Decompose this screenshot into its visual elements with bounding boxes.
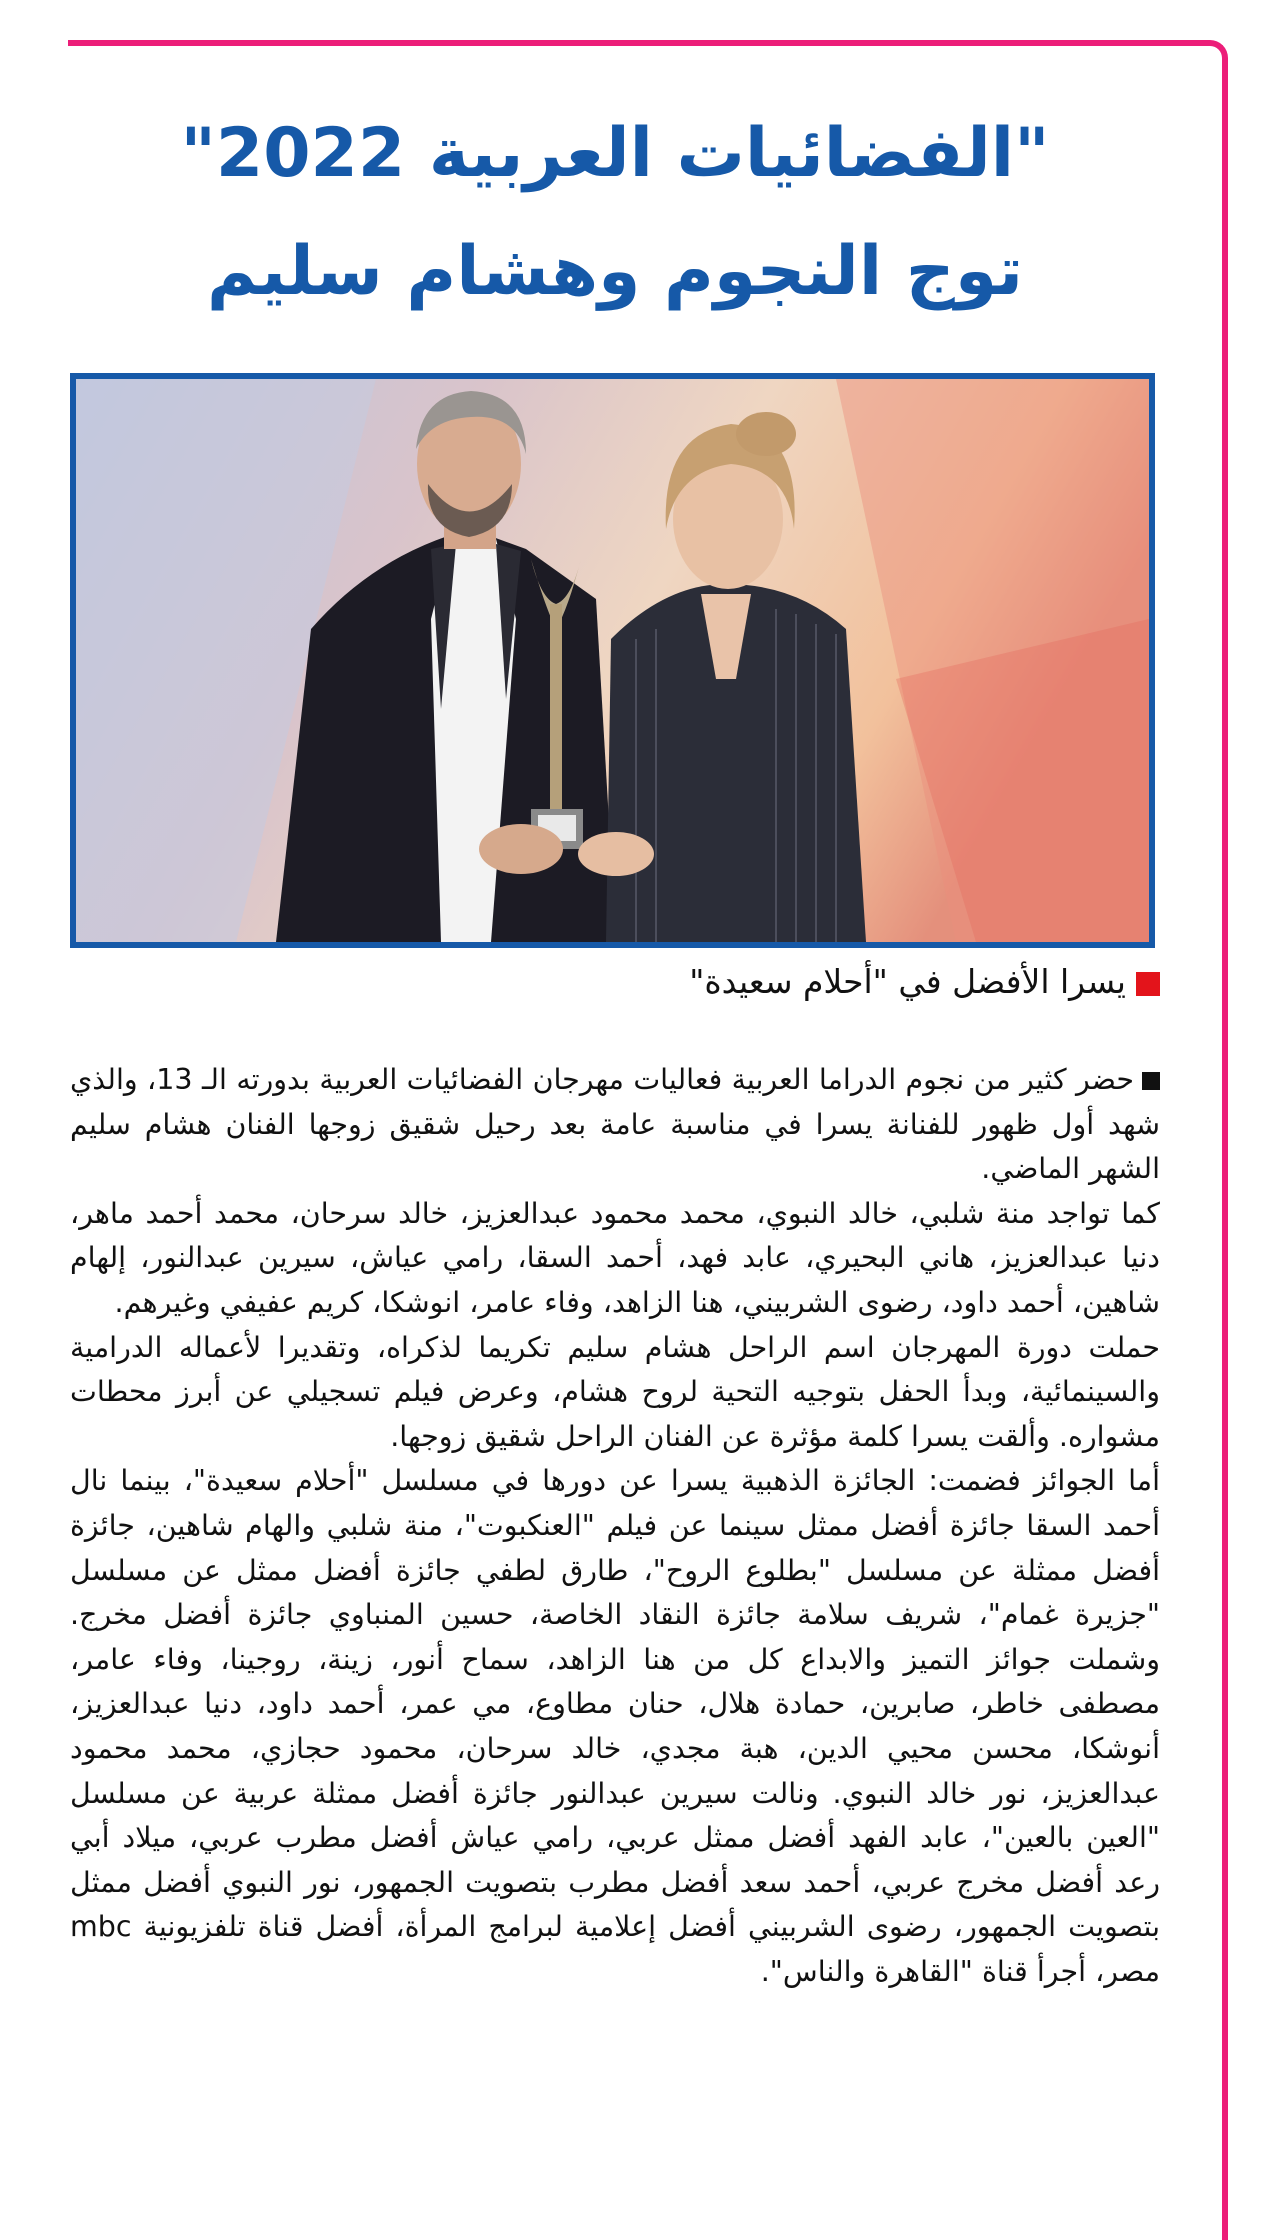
caption-text: يسرا الأفضل في "أحلام سعيدة": [689, 962, 1126, 1001]
headline: [70, 95, 1160, 331]
man-hands: [479, 824, 563, 874]
article-body: [70, 1058, 1160, 1994]
paragraph-3: حملت دورة المهرجان اسم الراحل هشام سليم تكريما لذكراه، وتقديرا لأعماله الدرامية والسينمائية، وبدأ الحفل بتوجيه التحية لروح هشام، وعرض فيلم تسجيلي عن أبرز محطات مشواره. وألقت يسرا كلمة مؤثرة عن الفنان الراحل شقيق زوجها.: [70, 1330, 1160, 1453]
bullet-square-icon: [1142, 1072, 1160, 1090]
woman-hands: [578, 832, 654, 876]
headline-line-1: "الفضائيات العربية 2022": [180, 114, 1050, 193]
paragraph-1: [70, 1058, 1160, 1192]
award-photo: [70, 373, 1155, 948]
paragraph-1-text: حضر كثير من نجوم الدراما العربية فعاليات مهرجان الفضائيات العربية بدورته الـ 13، والذي شهد أول ظهور للفنانة يسرا في مناسبة عامة بعد رحيل شقيق زوجها الفنان هشام سليم الشهر الماضي.: [70, 1063, 1160, 1186]
photo-caption: [70, 960, 1160, 1004]
headline-line-2: توج النجوم وهشام سليم: [207, 232, 1023, 311]
paragraph-4: أما الجوائز فضمت: الجائزة الذهبية يسرا عن دورها في مسلسل "أحلام سعيدة"، بينما نال أحمد السقا جائزة أفضل ممثل سينما عن فيلم "العنكبوت"، منة شلبي والهام شاهين، جائزة أفضل ممثلة عن مسلسل "بطلوع الروح"، طارق لطفي جائزة أفضل ممثل عن مسلسل "جزيرة غمام"، شريف سلامة جائزة النقاد الخاصة، حسين المنباوي جائزة أفضل مخرج. وشملت جوائز التميز والابداع كل من هنا الزاهد، سماح أنور، زينة، روجينا، وفاء عامر، مصطفى خاطر، صابرين، حمادة هلال، حنان مطاوع، مي عمر، أحمد داود، دنيا عبدالعزيز، أنوشكا، محسن محيي الدين، هبة مجدي، خالد سرحان، محمود حجازي، محمد محمود عبدالعزيز، نور خالد النبوي. ونالت سيرين عبدالنور جائزة أفضل ممثلة عربية عن مسلسل "العين بالعين"، عابد الفهد أفضل ممثل عربي، رامي عياش أفضل مطرب عربي، ميلاد أبي رعد أفضل مخرج عربي، أحمد سعد أفضل مطرب بتصويت الجمهور، نور النبوي أفضل ممثل بتصويت الجمهور، رضوى الشربيني أفضل إعلامية لبرامج المرأة، أفضل قناة تلفزيونية mbc مصر، أجرأ قناة "القاهرة والناس".: [70, 1464, 1160, 1988]
paragraph-2: كما تواجد منة شلبي، خالد النبوي، محمد محمود عبدالعزيز، خالد سرحان، محمد أحمد ماهر، دنيا عبدالعزيز، هاني البحيري، عابد فهد، أحمد السقا، رامي عياش، سيرين عبدالنور، إلهام شاهين، أحمد داود، رضوى الشربيني، هنا الزاهد، وفاء عامر، انوشكا، كريم عفيفي وغيرهم.: [70, 1196, 1160, 1319]
award-photo-illustration: [76, 379, 1149, 942]
caption-marker-icon: [1136, 972, 1160, 996]
